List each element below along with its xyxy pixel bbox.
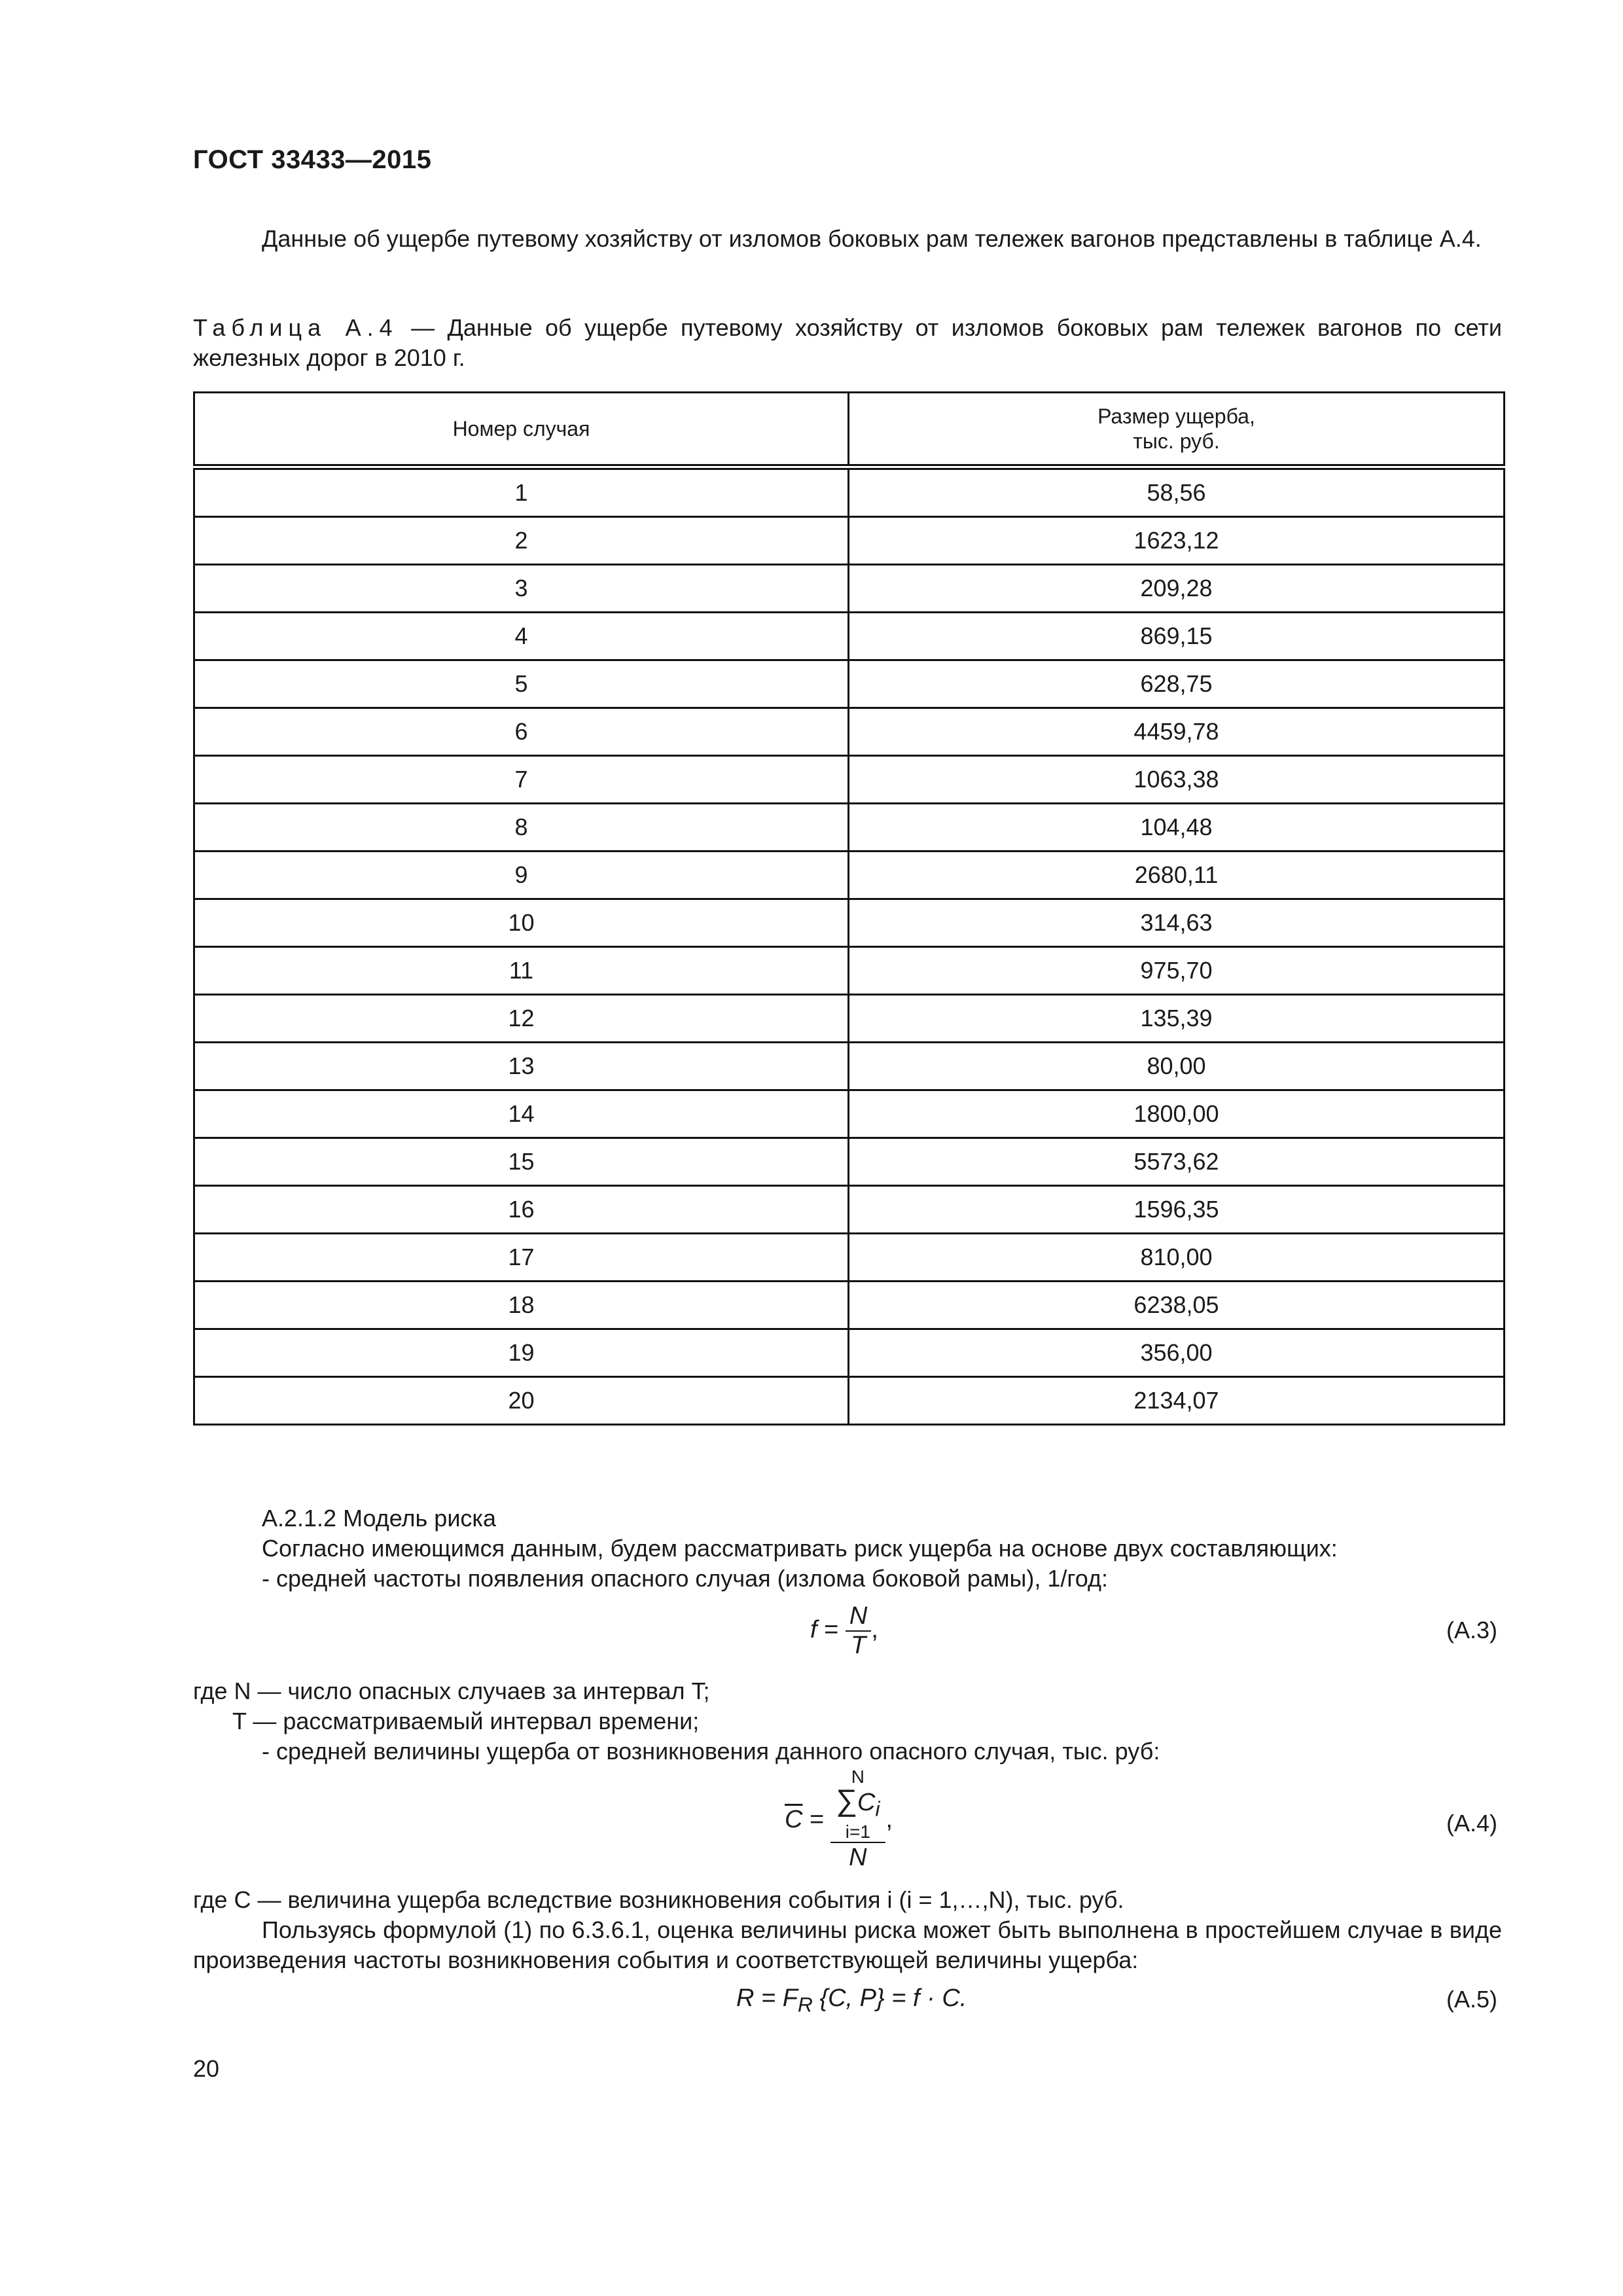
damage-value-cell: 4459,78 (849, 708, 1505, 756)
damage-value-cell: 58,56 (849, 467, 1505, 517)
formula-a4-sum-bottom: i=1 (845, 1821, 870, 1842)
case-number-cell: 2 (194, 517, 849, 565)
table-row (194, 660, 1505, 708)
risk-paragraph: Пользуясь формулой (1) по 6.3.6.1, оценка величины риска может быть выполнена в простейшем случае в виде произведения частоты возникновения события и соответствующей величины ущерба: (193, 1916, 1502, 1973)
damage-value-cell: 80,00 (849, 1043, 1505, 1090)
formula-a4-layout (784, 1767, 893, 1873)
case-number-cell: 16 (194, 1186, 849, 1234)
case-number-cell: 13 (194, 1043, 849, 1090)
formula-a4-sum-sub: i (875, 1797, 880, 1821)
where-ci: где C — величина ущерба вследствие возникновения события i (i = 1,…,N), тыс. руб. (193, 1886, 1124, 1913)
table-caption (193, 313, 1502, 373)
case-number-cell: 8 (194, 804, 849, 852)
damage-value-cell: 975,70 (849, 947, 1505, 995)
case-number-cell: 3 (194, 565, 849, 613)
table-row (194, 756, 1505, 804)
table-row (194, 1138, 1505, 1186)
case-number-cell: 15 (194, 1138, 849, 1186)
table-row (194, 899, 1505, 947)
page-number: 20 (193, 2055, 220, 2082)
damage-value-cell: 1596,35 (849, 1186, 1505, 1234)
table-caption-text: — Данные об ущербе путевому хозяйству от изломов боковых рам тележек вагонов по сети железных дорог в 2010 г. (193, 314, 1502, 371)
damage-value-cell: 5573,62 (849, 1138, 1505, 1186)
formula-a3: f = $\frac{N}{T}$ , (810, 1602, 878, 1659)
table-row (194, 804, 1505, 852)
table-row (194, 613, 1505, 660)
case-number-cell: 12 (194, 995, 849, 1043)
case-number-cell: 9 (194, 852, 849, 899)
where-n: где N — число опасных случаев за интервал T; (193, 1677, 710, 1704)
formula-a5-main: R = F (736, 1984, 798, 2012)
table-row (194, 947, 1505, 995)
formula-a5-sub: R (797, 1992, 813, 2017)
case-number-cell: 10 (194, 899, 849, 947)
formula-a4-lhs: $\overline{C}$ (785, 1805, 803, 1833)
data-basis-line: Согласно имеющимся данным, будем рассматривать риск ущерба на основе двух составляющих: (262, 1535, 1338, 1562)
damage-value-cell: 6238,05 (849, 1282, 1505, 1329)
formula-a4-lhs-cell: $\overline{C}$ = (785, 1805, 825, 1833)
formula-a4-sum-line (836, 1783, 880, 1822)
damage-table (193, 391, 1505, 1426)
formula-a4-sum-top: N (851, 1767, 865, 1787)
table-row (194, 1377, 1505, 1425)
damage-value-cell: 869,15 (849, 613, 1505, 660)
table-row (194, 995, 1505, 1043)
col-header-damage-line2: тыс. руб. (1133, 429, 1220, 453)
formula-a4-comma: , (885, 1805, 893, 1833)
table-row (194, 1234, 1505, 1282)
table-header-row (194, 393, 1505, 467)
damage-value-cell: 356,00 (849, 1329, 1505, 1377)
intro-paragraph: Данные об ущербе путевому хозяйству от изломов боковых рам тележек вагонов представлены в таблице А.4. (262, 225, 1482, 252)
section-title: А.2.1.2 Модель риска (262, 1505, 496, 1532)
table-row (194, 852, 1505, 899)
damage-value-cell: 810,00 (849, 1234, 1505, 1282)
where-t: T — рассматриваемый интервал времени; (232, 1708, 700, 1734)
case-number-cell: 4 (194, 613, 849, 660)
formula-a3-fraction (846, 1602, 871, 1660)
damage-value-cell: 209,28 (849, 565, 1505, 613)
case-number-cell: 11 (194, 947, 849, 995)
formula-a4-sum-term: C (857, 1789, 876, 1816)
col-header-damage (849, 393, 1505, 467)
formula-a5-args: {C, P} = f · C. (819, 1984, 967, 2012)
damage-value-cell: 104,48 (849, 804, 1505, 852)
damage-value-cell: 1623,12 (849, 517, 1505, 565)
col-header-damage-line1: Размер ущерба, (1097, 404, 1255, 428)
case-number-cell: 19 (194, 1329, 849, 1377)
formula-a3-lhs: f (810, 1616, 817, 1644)
damage-value-cell: 314,63 (849, 899, 1505, 947)
formula-a4 (784, 1767, 893, 1873)
table-row (194, 467, 1505, 517)
case-number-cell: 1 (194, 467, 849, 517)
table-row (194, 565, 1505, 613)
case-number-cell: 7 (194, 756, 849, 804)
table-caption-label: Таблица А.4 (193, 314, 399, 341)
equation-label-a5: (А.5) (1446, 1986, 1498, 2013)
sigma-icon: ∑ (836, 1783, 857, 1817)
formula-a3-denominator: T (850, 1632, 866, 1659)
bullet-frequency: - средней частоты появления опасного случая (излома боковой рамы), 1/год: (262, 1565, 1108, 1592)
bullet-average-damage: - средней величины ущерба от возникновения данного опасного случая, тыс. руб: (262, 1738, 1160, 1765)
table-row (194, 517, 1505, 565)
damage-value-cell: 135,39 (849, 995, 1505, 1043)
damage-value-cell: 2680,11 (849, 852, 1505, 899)
table-row (194, 708, 1505, 756)
formula-a4-denominator-cell (830, 1842, 885, 1873)
formula-a3-numerator: N (846, 1602, 871, 1632)
case-number-cell: 20 (194, 1377, 849, 1425)
case-number-cell: 17 (194, 1234, 849, 1282)
equation-label-a3: (А.3) (1446, 1617, 1498, 1643)
equation-label-a4: (А.4) (1446, 1810, 1498, 1837)
table-row (194, 1043, 1505, 1090)
damage-value-cell: 628,75 (849, 660, 1505, 708)
table-row (194, 1282, 1505, 1329)
case-number-cell: 6 (194, 708, 849, 756)
damage-value-cell: 2134,07 (849, 1377, 1505, 1425)
case-number-cell: 5 (194, 660, 849, 708)
formula-a4-denominator: N (849, 1843, 867, 1871)
table-row (194, 1329, 1505, 1377)
formula-a4-numerator (830, 1767, 885, 1842)
damage-value-cell: 1063,38 (849, 756, 1505, 804)
formula-a5 (736, 1984, 967, 2017)
case-number-cell: 18 (194, 1282, 849, 1329)
document-header: ГОСТ 33433—2015 (193, 145, 432, 174)
table-row (194, 1186, 1505, 1234)
case-number-cell: 14 (194, 1090, 849, 1138)
col-header-case-number: Номер случая (194, 393, 849, 467)
damage-value-cell: 1800,00 (849, 1090, 1505, 1138)
table-row (194, 1090, 1505, 1138)
